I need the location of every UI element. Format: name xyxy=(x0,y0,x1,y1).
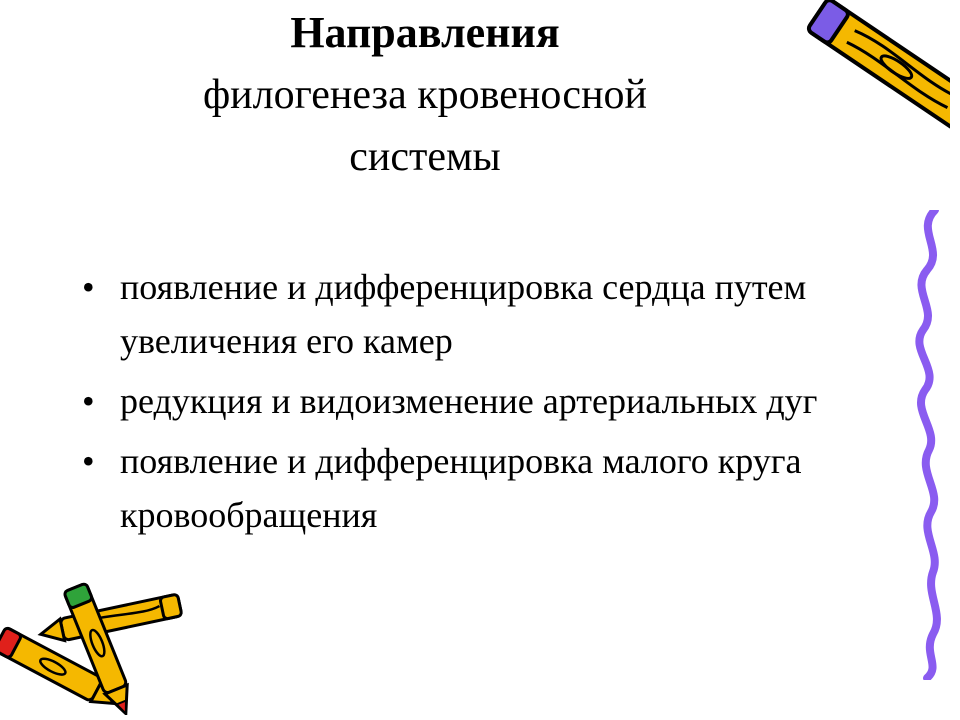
bullet-item xyxy=(82,374,842,428)
title-line-3: системы xyxy=(349,134,501,180)
slide-title xyxy=(120,2,730,188)
pencil-icon xyxy=(800,0,950,235)
bullet-dot: • xyxy=(82,441,95,481)
bullet-text: появление и дифференцировка малого круга кровообращения xyxy=(120,441,802,535)
crossed-pencils-icon xyxy=(0,575,200,715)
bullet-item xyxy=(82,260,842,368)
bullet-list xyxy=(82,260,842,548)
title-line-2: филогенеза кровеносной xyxy=(202,72,648,118)
title-line-1: Направления xyxy=(290,8,560,57)
bullet-text: появление и дифференцировка сердца путем увеличения его камер xyxy=(120,267,807,361)
squiggle-line xyxy=(905,210,955,680)
bullet-item xyxy=(82,434,842,542)
bullet-dot: • xyxy=(82,267,95,307)
bullet-text: редукция и видоизменение артериальных дуг xyxy=(120,381,818,421)
bullet-dot: • xyxy=(82,381,95,421)
